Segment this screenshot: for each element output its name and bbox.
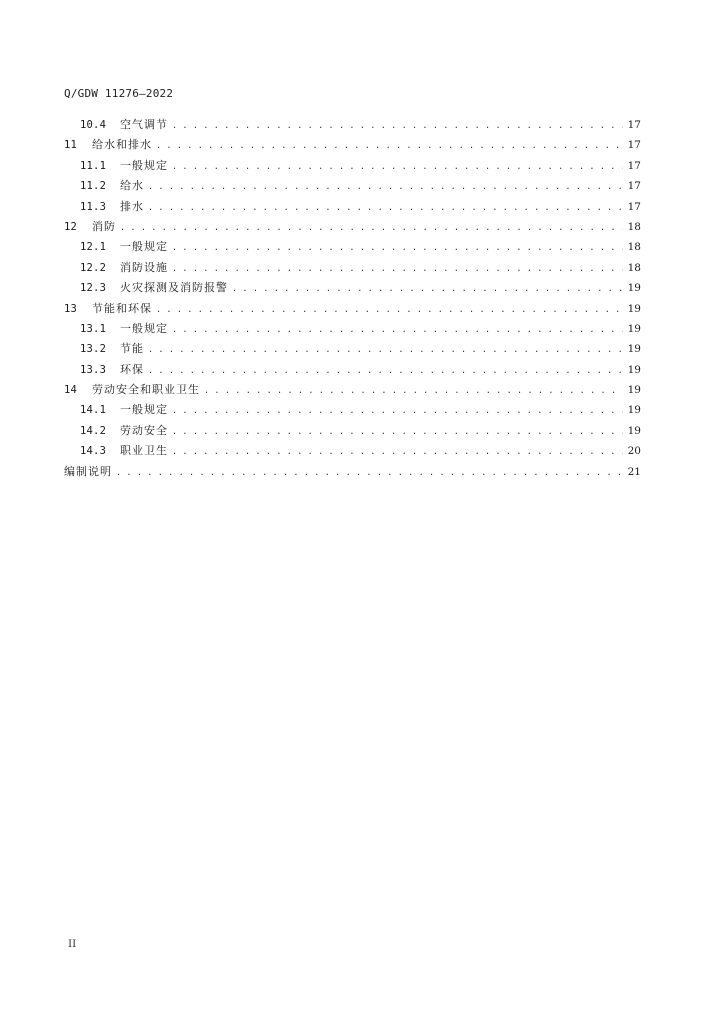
toc-entry-number: 11.1 [80,159,107,172]
toc-entry-page: 18 [627,241,641,254]
toc-entry[interactable] [64,320,641,340]
toc-entry-number: 12.3 [80,282,107,295]
toc-entry-title: 一般规定 [120,321,168,335]
toc-entry[interactable] [64,463,641,483]
toc-entry-page: 19 [627,322,641,335]
toc-entry-number: 10.4 [80,119,107,131]
toc-entry-number: 13.3 [80,363,107,376]
toc-entry-number: 14 [64,384,78,397]
dot-leader [148,200,623,214]
toc-entry-page: 21 [627,465,641,478]
toc-entry-page: 18 [627,261,641,274]
dot-leader [172,118,623,132]
toc-entry-title: 编制说明 [64,464,112,478]
toc-entry-page: 17 [627,180,641,193]
toc-entry-title: 节能 [120,342,144,356]
toc-entry-page: 19 [627,343,641,356]
toc-entry-title: 给水和排水 [92,138,152,152]
toc-entry[interactable] [64,116,641,136]
toc-entry[interactable] [64,381,641,401]
toc-entry[interactable] [64,401,641,421]
toc-entry[interactable] [64,218,641,238]
dot-leader [172,322,623,336]
dot-leader [172,444,623,458]
dot-leader [148,363,623,377]
dot-leader [172,240,623,254]
page-number: II [68,938,77,950]
toc-entry-number: 12 [64,220,78,233]
toc-entry-number: 14.1 [80,404,107,417]
dot-leader [172,159,623,173]
dot-leader [156,138,623,152]
toc-entry-title: 劳动安全和职业卫生 [92,383,200,397]
toc-entry-page: 17 [627,139,641,152]
toc-entry-number: 12.1 [80,241,107,254]
toc-entry-number: 13.2 [80,343,107,356]
toc-entry-title: 职业卫生 [120,444,168,458]
toc-entry[interactable] [64,238,641,258]
dot-leader [156,302,623,316]
toc-entry-title: 火灾探测及消防报警 [120,281,228,295]
document-code: Q/GDW 11276—2022 [64,87,174,100]
toc-entry-page: 19 [627,302,641,315]
toc-entry-number: 14.3 [80,445,107,458]
toc-entry-number: 13 [64,302,78,315]
toc-entry-page: 19 [627,424,641,437]
toc-entry-number: 11 [64,139,78,152]
toc-entry-number: 12.2 [80,261,107,274]
toc-entry-title: 节能和环保 [92,301,152,315]
toc-entry-title: 劳动安全 [120,423,168,437]
toc-entry-page: 17 [627,200,641,213]
toc-entry[interactable] [64,361,641,381]
toc-entry-title: 环保 [120,362,144,376]
toc-entry[interactable] [64,259,641,279]
toc-entry-title: 一般规定 [120,240,168,254]
dot-leader [204,383,623,397]
toc-entry[interactable] [64,279,641,299]
toc-entry-title: 消防 [92,219,116,233]
toc-entry[interactable] [64,442,641,462]
toc-entry[interactable] [64,422,641,442]
toc-entry-page: 19 [627,282,641,295]
toc-entry-number: 14.2 [80,424,107,437]
toc-entry-title: 排水 [120,199,144,213]
table-of-contents [64,116,641,483]
dot-leader [120,220,623,234]
dot-leader [116,465,623,479]
toc-entry-number: 11.2 [80,180,107,193]
toc-entry-page: 19 [627,363,641,376]
dot-leader [172,424,623,438]
toc-entry[interactable] [64,157,641,177]
toc-entry-title: 一般规定 [120,403,168,417]
toc-entry-title: 给水 [120,179,144,193]
toc-entry-page: 19 [627,384,641,397]
dot-leader [172,261,623,275]
toc-entry-page: 17 [627,119,641,131]
toc-entry-number: 13.1 [80,322,107,335]
toc-entry[interactable] [64,300,641,320]
toc-entry[interactable] [64,136,641,156]
dot-leader [148,342,623,356]
toc-entry-title: 空气调节 [120,118,168,131]
toc-entry[interactable] [64,177,641,197]
toc-entry-title: 一般规定 [120,158,168,172]
dot-leader [232,281,623,295]
toc-entry[interactable] [64,198,641,218]
toc-entry-page: 18 [627,220,641,233]
toc-entry-page: 17 [627,159,641,172]
dot-leader [172,403,623,417]
toc-entry-number: 11.3 [80,200,107,213]
toc-entry[interactable] [64,340,641,360]
toc-entry-page: 20 [627,445,641,458]
toc-entry-title: 消防设施 [120,260,168,274]
dot-leader [148,179,623,193]
toc-entry-page: 19 [627,404,641,417]
